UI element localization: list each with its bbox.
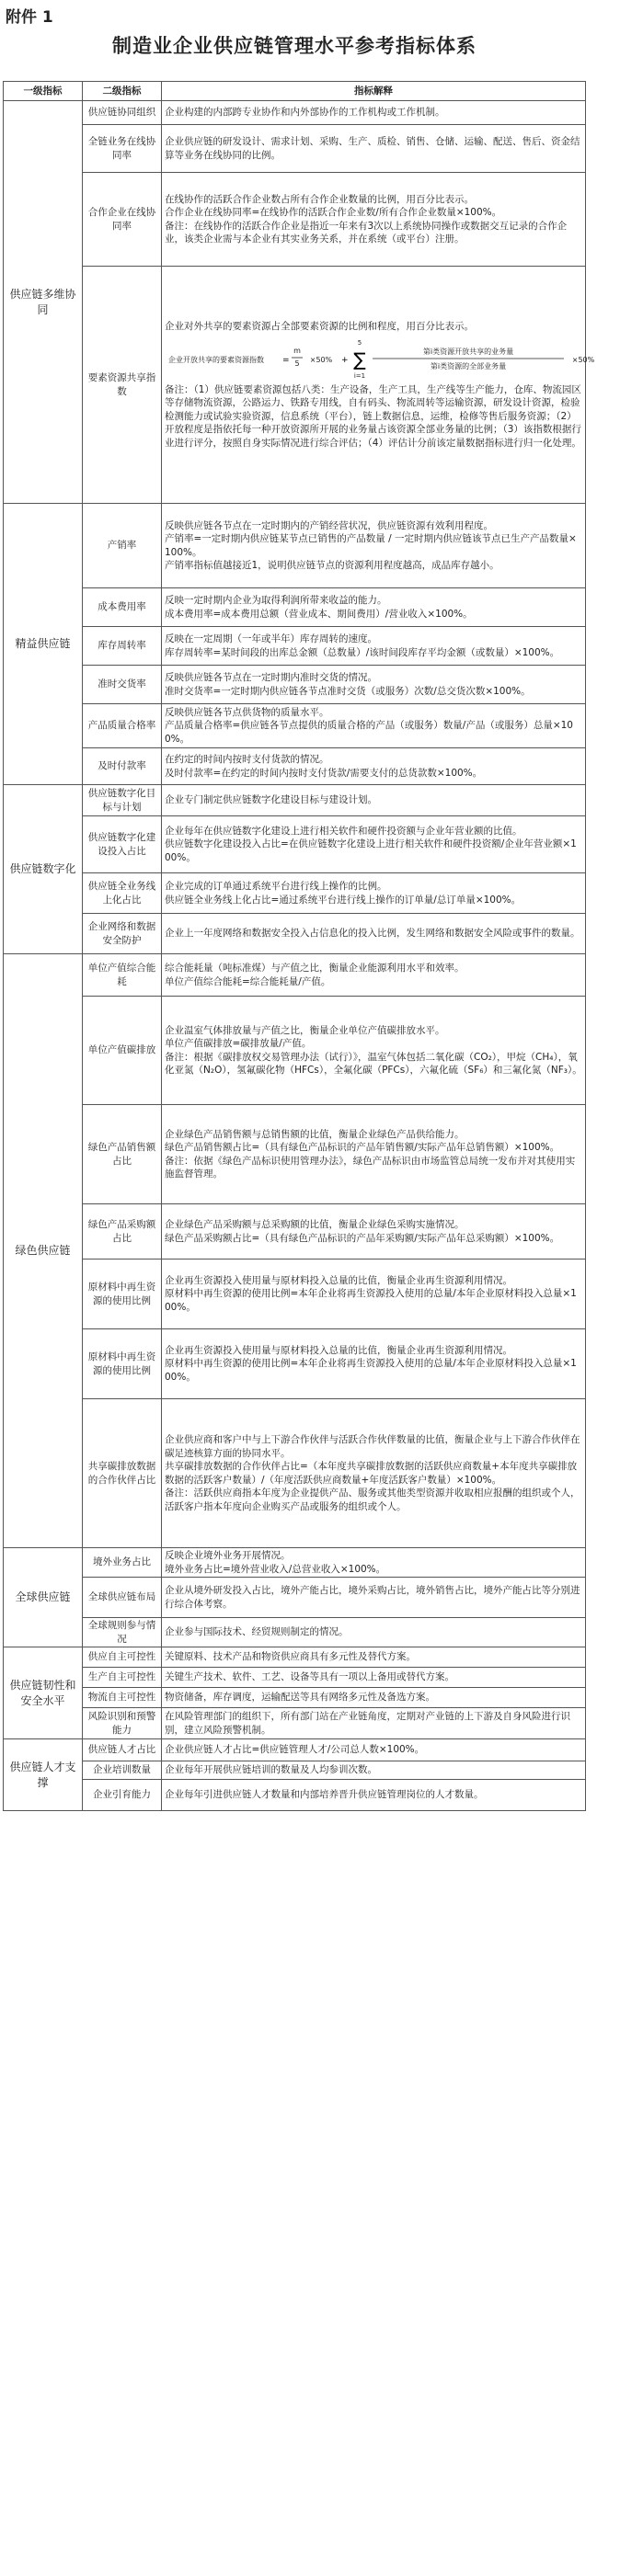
level1-indicator: 供应链数字化 — [4, 785, 83, 954]
level2-indicator: 绿色产品销售额占比 — [83, 1105, 162, 1204]
indicator-explanation: 企业专门制定供应链数字化建设目标与建设计划。 — [162, 785, 586, 816]
indicator-row — [4, 173, 586, 267]
indicator-explanation: 企业供应商和客户中与上下游合作伙伴与活跃合作伙伴数量的比值，衡量企业与上下游合作伙伴在碳足迹核算方面的协同水平。 共享碳排放数据的合作伙伴占比=（本年度共享碳排放数据的活跃供应商数量+本年度共享碳排放数据的活跃客户数量）/（年度活跃供应商数量+年度活跃客户数量）×100%。 备注：活跃供应商指本年度为企业提供产品、服务或其他类型资源并收取相应报酬的组织或个人，活跃客户指本年度向企业购买产品或服务的组织或个人。 — [162, 1399, 586, 1548]
level1-indicator: 供应链韧性和安全水平 — [4, 1647, 83, 1739]
indicator-explanation: 关键生产技术、软件、工艺、设备等具有一项以上备用或替代方案。 — [162, 1668, 586, 1688]
indicator-explanation: 物资储备，库存调度，运输配送等具有网络多元性及备选方案。 — [162, 1688, 586, 1708]
indicator-row — [4, 588, 586, 627]
level2-indicator: 及时付款率 — [83, 748, 162, 785]
formula-numerator: 第i类资源开放共享的业务量 — [422, 347, 514, 356]
formula-frac-bottom: 5 — [294, 359, 300, 368]
table-body — [4, 101, 595, 1811]
indicator-explanation — [162, 267, 595, 504]
indicator-row — [4, 1739, 586, 1761]
indicator-row — [4, 267, 586, 504]
level2-indicator: 企业引育能力 — [83, 1780, 162, 1811]
level2-indicator: 供应自主可控性 — [83, 1647, 162, 1668]
indicator-row — [4, 1668, 586, 1688]
level2-indicator: 绿色产品采购额占比 — [83, 1204, 162, 1260]
indicator-row — [4, 1647, 586, 1668]
formula-sum-upper: 5 — [357, 338, 362, 347]
level2-indicator: 生产自主可控性 — [83, 1668, 162, 1688]
indicator-row — [4, 1708, 586, 1739]
indicator-row — [4, 666, 586, 704]
level2-indicator: 库存周转率 — [83, 627, 162, 666]
indicator-explanation: 反映供应链各节点供货物的质量水平。 产品质量合格率=供应链各节点提供的质量合格的产品（或服务）数量/产品（或服务）总量×100%。 — [162, 704, 586, 748]
indicator-row — [4, 1618, 586, 1647]
indicator-explanation: 企业绿色产品销售额与总销售额的比值，衡量企业绿色产品供给能力。 绿色产品销售额占比=（具有绿色产品标识的产品年销售额/实际产品年总销售额）×100%。 备注：依据《绿色产品标识使用管理办法》，绿色产品标识由市场监管总局统一发布并对其使用实施监督管理。 — [162, 1105, 586, 1204]
formula-lhs: 企业开放共享的要素资源指数 — [168, 355, 264, 364]
level2-indicator: 原材料中再生资源的使用比例 — [83, 1329, 162, 1399]
formula-weight-1: ×50% — [309, 355, 333, 364]
level2-indicator: 全链业务在线协同率 — [83, 125, 162, 173]
header-explanation: 指标解释 — [162, 82, 586, 101]
indicator-explanation: 企业每年引进供应链人才数量和内部培养晋升供应链管理岗位的人才数量。 — [162, 1780, 586, 1811]
indicator-row — [4, 785, 586, 816]
indicator-row — [4, 914, 586, 954]
level1-indicator: 精益供应链 — [4, 504, 83, 785]
level2-indicator: 单位产值碳排放 — [83, 997, 162, 1105]
level1-indicator: 供应链多维协同 — [4, 101, 83, 504]
indicator-explanation: 企业供应链人才占比=供应链管理人才/公司总人数×100%。 — [162, 1739, 586, 1761]
level2-indicator: 企业网络和数据安全防护 — [83, 914, 162, 954]
resource-sharing-formula — [165, 336, 643, 382]
level2-indicator: 供应链人才占比 — [83, 1739, 162, 1761]
indicator-explanation: 企业每年开展供应链培训的数量及人均参训次数。 — [162, 1761, 586, 1780]
explanation-note: 备注：（1）供应链要素资源包括八类：生产设备，生产工具，生产线等生产能力，仓库、物流园区等存储物流资源，公路运力、铁路专用线，自有码头、物流周转等运输资源，研发设计资源，检验检测能力或试验实验资源，信息系统（平台），链上数据信息，运维，检修等售后服务资源；（2）开放程度是指依托每一种开放资源所开展的业务量占该资源全部业务量的比例；（3）该指数根据行业进行评分，按照自身实际情况进行综合评估；（4）评估计分前该定量数据指标进行归一化处理。 — [165, 383, 581, 449]
indicator-explanation: 企业再生资源投入使用量与原材料投入总量的比值，衡量企业再生资源利用情况。 原材料中再生资源的使用比例=本年企业将再生资源投入使用的总量/本年企业原材料投入总量×100%。 — [162, 1260, 586, 1329]
indicator-explanation: 企业温室气体排放量与产值之比，衡量企业单位产值碳排放水平。 单位产值碳排放=碳排放量/产值。 备注：根据《碳排放权交易管理办法（试行）》，温室气体包括二氧化碳（CO₂），甲烷（CH₄），氧化亚氮（N₂O），氢氟碳化物（HFCs），全氟化碳（PFCs），六氟化硫（SF₆）和三氟化氮（NF₃）。 — [162, 997, 586, 1105]
level2-indicator: 供应链数字化目标与计划 — [83, 785, 162, 816]
indicator-explanation: 企业再生资源投入使用量与原材料投入总量的比值，衡量企业再生资源利用情况。 原材料中再生资源的使用比例=本年企业将再生资源投入使用的总量/本年企业原材料投入总量×100%。 — [162, 1329, 586, 1399]
indicator-explanation: 企业绿色产品采购额与总采购额的比值，衡量企业绿色采购实施情况。 绿色产品采购额占比=（具有绿色产品标识的产品年采购额/实际产品年总采购额）×100%。 — [162, 1204, 586, 1260]
level1-indicator: 供应链人才支撑 — [4, 1739, 83, 1811]
indicator-row — [4, 1761, 586, 1780]
formula-sum-lower: i=1 — [353, 371, 366, 380]
level2-indicator: 合作企业在线协同率 — [83, 173, 162, 267]
indicator-explanation: 反映在一定周期（一年或半年）库存周转的速度。 库存周转率=某时间段的出库总金额（总数量）/该时间段库存平均金额（或数量）×100%。 — [162, 627, 586, 666]
level2-indicator: 单位产值综合能耗 — [83, 954, 162, 997]
indicator-explanation: 企业从境外研发投入占比，境外产能占比，境外采购占比，境外销售占比，境外产能占比等分别进行综合体考察。 — [162, 1578, 586, 1618]
indicator-row — [4, 125, 586, 173]
indicator-row — [4, 1105, 586, 1204]
indicator-row — [4, 1329, 586, 1399]
indicator-row — [4, 1260, 586, 1329]
formula-sigma: ∑ — [353, 348, 366, 370]
level2-indicator: 企业培训数量 — [83, 1761, 162, 1780]
indicator-explanation: 反映一定时期内企业为取得利润所带来收益的能力。 成本费用率=成本费用总额（营业成本、期间费用）/营业收入×100%。 — [162, 588, 586, 627]
indicator-explanation: 企业完成的订单通过系统平台进行线上操作的比例。 供应链全业务线上化占比=通过系统平台进行线上操作的订单量/总订单量×100%。 — [162, 873, 586, 914]
level2-indicator: 准时交货率 — [83, 666, 162, 704]
indicator-row — [4, 504, 586, 588]
formula-frac-top: m — [293, 346, 301, 355]
document-title: 制造业企业供应链管理水平参考指标体系 — [112, 35, 477, 57]
level2-indicator: 成本费用率 — [83, 588, 162, 627]
level2-indicator: 供应链数字化建设投入占比 — [83, 816, 162, 873]
annex-label: 附件 1 — [6, 8, 53, 27]
level2-indicator: 全球规则参与情况 — [83, 1618, 162, 1647]
indicator-row — [4, 748, 586, 785]
indicator-row — [4, 816, 586, 873]
level2-indicator: 产品质量合格率 — [83, 704, 162, 748]
level1-indicator: 绿色供应链 — [4, 954, 83, 1548]
indicator-explanation: 反映企业境外业务开展情况。 境外业务占比=境外营业收入/总营业收入×100%。 — [162, 1548, 586, 1578]
header-level2: 二级指标 — [83, 82, 162, 101]
level2-indicator: 要素资源共享指数 — [83, 267, 162, 504]
level1-indicator: 全球供应链 — [4, 1548, 83, 1647]
level2-indicator: 共享碳排放数据的合作伙伴占比 — [83, 1399, 162, 1548]
indicator-explanation: 企业构建的内部跨专业协作和内外部协作的工作机构或工作机制。 — [162, 101, 586, 125]
indicator-explanation: 企业供应链的研发设计、需求计划、采购、生产、质检、销售、仓储、运输、配送、售后、资金结算等业务在线协同的比例。 — [162, 125, 586, 173]
indicator-row — [4, 1399, 586, 1548]
indicator-row — [4, 1688, 586, 1708]
level2-indicator: 全球供应链布局 — [83, 1578, 162, 1618]
formula-equals: = — [282, 355, 290, 365]
level2-indicator: 原材料中再生资源的使用比例 — [83, 1260, 162, 1329]
table-header-row — [4, 82, 586, 101]
formula-denominator: 第i类资源的全部业务量 — [430, 361, 507, 370]
indicator-explanation: 反映供应链各节点在一定时期内准时交货的情况。 准时交货率=一定时期内供应链各节点准时交货（或服务）次数/总交货次数×100%。 — [162, 666, 586, 704]
level2-indicator: 供应链协同组织 — [83, 101, 162, 125]
indicator-explanation: 反映供应链各节点在一定时期内的产销经营状况，供应链资源有效利用程度。 产销率=一定时期内供应链某节点已销售的产品数量 / 一定时期内供应链该节点已生产产品数量×100%。 产销率指标值越接近1，说明供应链节点的资源利用程度越高，成品库存越小。 — [162, 504, 586, 588]
indicator-explanation: 企业参与国际技术、经贸规则制定的情况。 — [162, 1618, 586, 1647]
indicator-row — [4, 954, 586, 997]
indicator-row — [4, 627, 586, 666]
indicator-table — [3, 81, 595, 1811]
indicator-explanation: 在线协作的活跃合作企业数占所有合作企业数量的比例，用百分比表示。 合作企业在线协同率=在线协作的活跃合作企业数/所有合作企业数量×100%。 备注：在线协作的活跃合作企业是指近一年来有3次以上系统协同操作或数据交互记录的合作企业，该类企业需与本企业有其实业务关系，并在系统（或平台）注册。 — [162, 173, 586, 267]
indicator-explanation: 在约定的时间内按时支付货款的情况。 及时付款率=在约定的时间内按时支付货款/需要支付的总货款数×100%。 — [162, 748, 586, 785]
indicator-explanation: 综合能耗量（吨标准煤）与产值之比，衡量企业能源利用水平和效率。 单位产值综合能耗=综合能耗量/产值。 — [162, 954, 586, 997]
indicator-row — [4, 873, 586, 914]
header-level1: 一级指标 — [4, 82, 83, 101]
level2-indicator: 风险识别和预警能力 — [83, 1708, 162, 1739]
indicator-explanation: 企业每年在供应链数字化建设上进行相关软件和硬件投资额与企业年营业额的比值。 供应链数字化建设投入占比=在供应链数字化建设上进行相关软件和硬件投资额/企业年营业额×100%。 — [162, 816, 586, 873]
indicator-explanation: 关键原料、技术产品和物资供应商具有多元性及替代方案。 — [162, 1647, 586, 1668]
indicator-explanation: 企业上一年度网络和数据安全投入占信息化的投入比例，发生网络和数据安全风险或事件的数量。 — [162, 914, 586, 954]
formula-plus: + — [341, 355, 349, 365]
explanation-intro: 企业对外共享的要素资源占全部要素资源的比例和程度，用百分比表示。 — [165, 321, 474, 332]
indicator-row — [4, 101, 586, 125]
level2-indicator: 产销率 — [83, 504, 162, 588]
formula-weight-2: ×50% — [571, 355, 595, 364]
indicator-row — [4, 704, 586, 748]
indicator-row — [4, 1548, 586, 1578]
level2-indicator: 供应链全业务线上化占比 — [83, 873, 162, 914]
indicator-row — [4, 1204, 586, 1260]
indicator-explanation: 在风险管理部门的组织下，所有部门站在产业链角度，定期对产业链的上下游及自身风险进行识别，建立风险预警机制。 — [162, 1708, 586, 1739]
level2-indicator: 物流自主可控性 — [83, 1688, 162, 1708]
level2-indicator: 境外业务占比 — [83, 1548, 162, 1578]
indicator-row — [4, 1578, 586, 1618]
indicator-row — [4, 997, 586, 1105]
indicator-row — [4, 1780, 586, 1811]
